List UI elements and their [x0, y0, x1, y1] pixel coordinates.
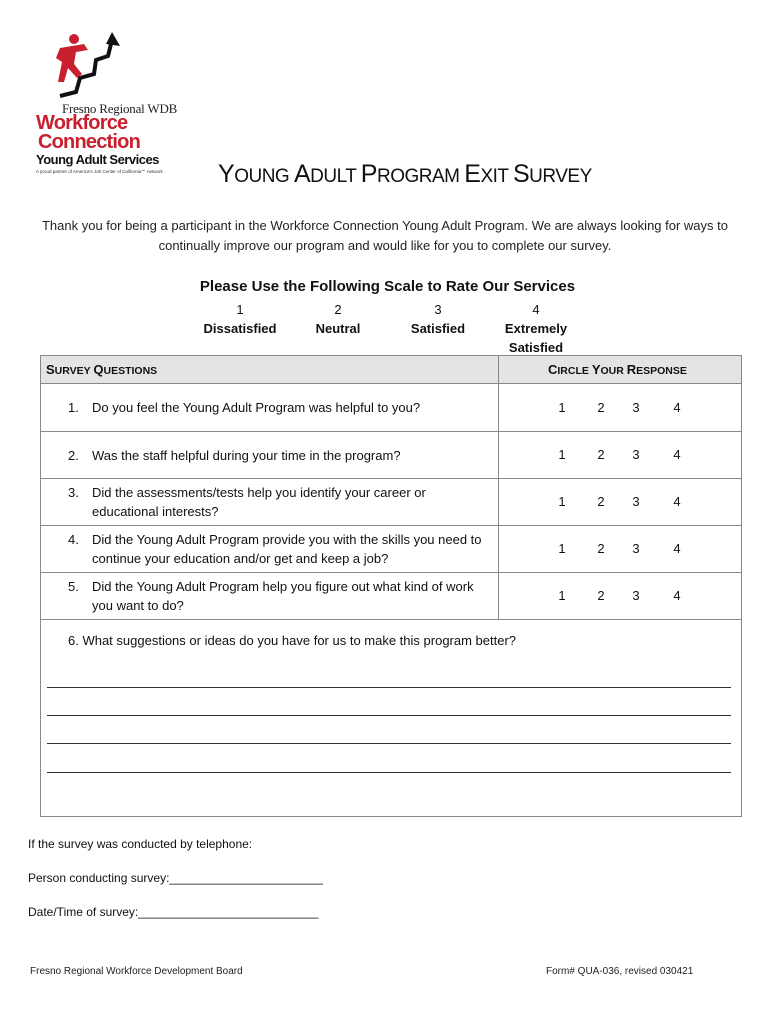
- scale-label: Extremely Satisfied: [504, 321, 568, 355]
- answer-line-4[interactable]: [47, 772, 731, 773]
- scale-item-3: [383, 300, 493, 338]
- page-title: YOUNG ADULT PROGRAM EXIT SURVEY: [218, 160, 592, 188]
- telephone-intro: If the survey was conducted by telephone:: [28, 837, 253, 851]
- footer-organization: Fresno Regional Workforce Development Board: [30, 966, 243, 977]
- person-conducting-field[interactable]: Person conducting survey:_______________________: [28, 871, 323, 885]
- logo-workforce-text: Workforce: [36, 112, 128, 134]
- response-3-option-1[interactable]: 1: [558, 494, 566, 509]
- response-4-option-3[interactable]: 3: [632, 541, 640, 556]
- response-4-option-4[interactable]: 4: [673, 541, 681, 556]
- response-1-option-4[interactable]: 4: [673, 400, 681, 415]
- response-5-option-4[interactable]: 4: [673, 588, 681, 603]
- logo-young-adult-text: Young Adult Services: [36, 152, 159, 167]
- response-4-option-1[interactable]: 1: [558, 541, 566, 556]
- response-3-option-2[interactable]: 2: [597, 494, 605, 509]
- scale-value: 4: [532, 302, 540, 317]
- response-1-option-3[interactable]: 3: [632, 400, 640, 415]
- question-4: 4. Did the Young Adult Program provide you with the skills you need to continue your education and/or get and keep a job?: [68, 532, 482, 566]
- scale-label: Dissatisfied: [203, 321, 277, 336]
- survey-questions-header: SURVEY QUESTIONS: [46, 362, 158, 377]
- answer-line-1[interactable]: [47, 687, 731, 688]
- date-time-field[interactable]: Date/Time of survey:___________________________: [28, 905, 319, 919]
- question-2: 2. Was the staff helpful during your time in the program?: [68, 448, 401, 463]
- row-divider: [41, 383, 741, 384]
- scale-label: Satisfied: [410, 321, 466, 336]
- circle-response-header: CIRCLE YOUR RESPONSE: [548, 362, 687, 377]
- logo-wdb-text: Fresno Regional WDB: [62, 101, 178, 116]
- row-divider: [41, 572, 741, 573]
- row-divider: [41, 478, 741, 479]
- header-divider: [498, 356, 499, 383]
- response-2-option-1[interactable]: 1: [558, 447, 566, 462]
- response-2-option-3[interactable]: 3: [632, 447, 640, 462]
- question-6: 6. What suggestions or ideas do you have for us to make this program better?: [68, 633, 517, 648]
- response-5-option-1[interactable]: 1: [558, 588, 566, 603]
- logo-connection-text: Connection: [38, 131, 140, 153]
- scale-item-2: [283, 300, 393, 338]
- row-divider: [41, 431, 741, 432]
- column-divider: [498, 383, 499, 619]
- scale-item-1: [185, 300, 295, 338]
- intro-paragraph: Thank you for being a participant in the Workforce Connection Young Adult Program. We are always looking for ways to continually improve our program and would like for you to complete our survey.: [41, 218, 728, 253]
- response-1-option-2[interactable]: 2: [597, 400, 605, 415]
- question-1: 1. Do you feel the Young Adult Program was helpful to you?: [68, 400, 421, 415]
- scale-value: 3: [434, 302, 442, 317]
- response-4-option-2[interactable]: 2: [597, 541, 605, 556]
- question-3: 3. Did the assessments/tests help you identify your career or educational interests?: [68, 485, 426, 519]
- answer-line-3[interactable]: [47, 743, 731, 744]
- answer-line-2[interactable]: [47, 715, 731, 716]
- scale-heading: Please Use the Following Scale to Rate Our Services: [199, 278, 576, 295]
- scale-value: 2: [334, 302, 342, 317]
- scale-value: 1: [236, 302, 244, 317]
- question-5: 5. Did the Young Adult Program help you figure out what kind of work you want to do?: [68, 579, 474, 613]
- response-3-option-4[interactable]: 4: [673, 494, 681, 509]
- response-3-option-3[interactable]: 3: [632, 494, 640, 509]
- footer-form-number: Form# QUA-036, revised 030421: [546, 966, 694, 977]
- response-5-option-3[interactable]: 3: [632, 588, 640, 603]
- row-divider: [41, 525, 741, 526]
- row-divider: [41, 619, 741, 620]
- scale-item-4: [481, 300, 591, 357]
- scale-label: Neutral: [315, 321, 361, 336]
- response-1-option-1[interactable]: 1: [558, 400, 566, 415]
- logo-tagline: A proud partner of America's Job Center of California℠ network: [36, 169, 163, 174]
- response-2-option-2[interactable]: 2: [597, 447, 605, 462]
- response-5-option-2[interactable]: 2: [597, 588, 605, 603]
- response-2-option-4[interactable]: 4: [673, 447, 681, 462]
